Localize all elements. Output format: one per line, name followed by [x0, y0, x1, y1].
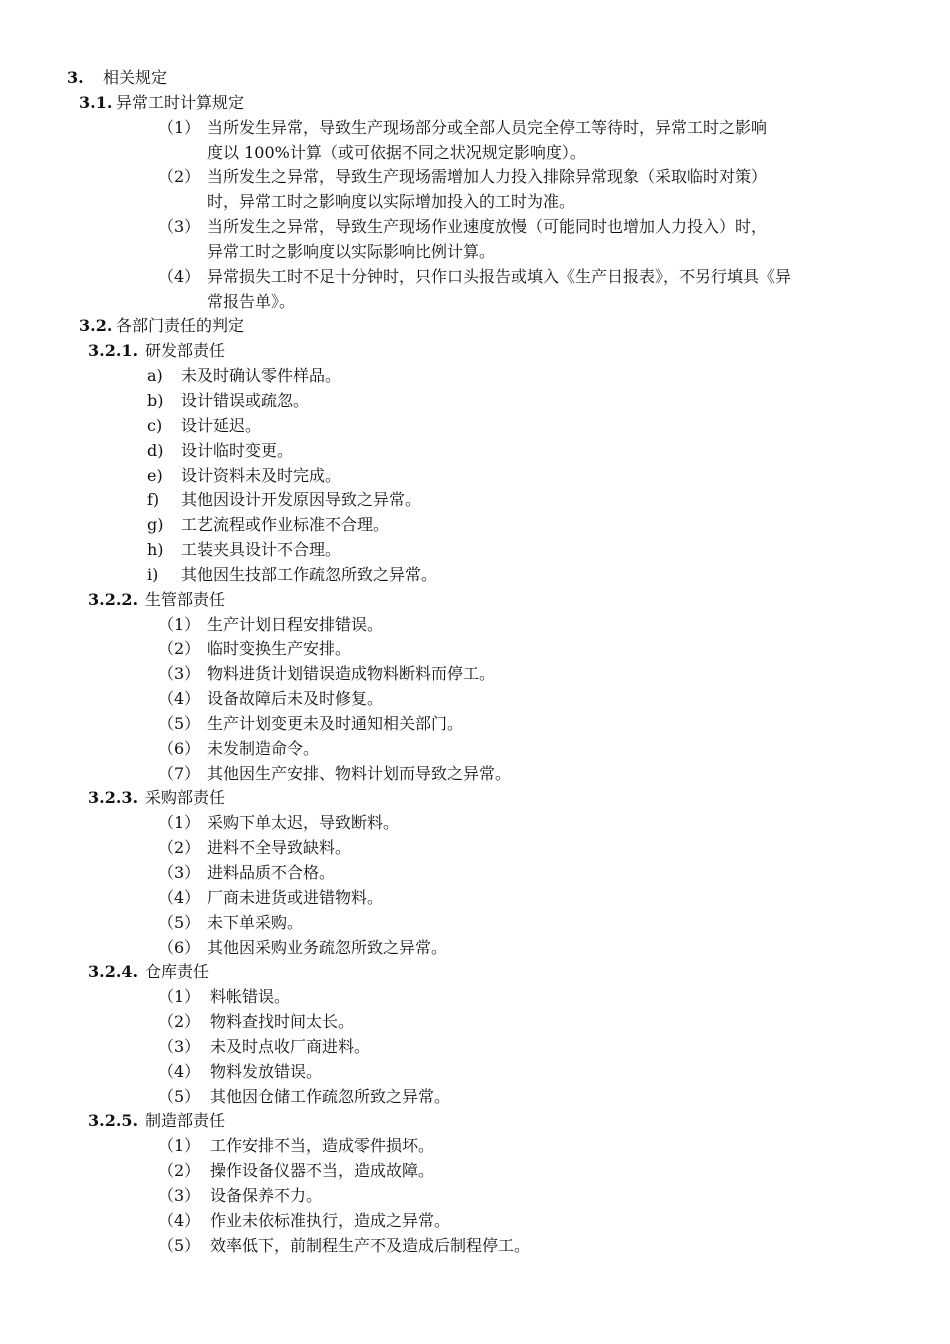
item-text: 未及时点收厂商进料。 — [210, 1036, 371, 1056]
item-marker: （4） — [158, 1210, 201, 1230]
subsection-heading — [0, 314, 950, 339]
item-text: 其他因仓储工作疏忽所致之异常。 — [210, 1086, 451, 1106]
item-marker: （3） — [158, 664, 201, 684]
item-text: 当所发生之异常，导致生产现场需增加人力投入排除异常现象（采取临时对策） — [207, 167, 768, 187]
item-text: 设计资料未及时完成。 — [181, 465, 342, 485]
list-item — [0, 861, 950, 886]
item-text: 异常工时之影响度以实际影响比例计算。 — [207, 241, 496, 261]
item-marker: （2） — [158, 1161, 201, 1181]
item-marker: （6） — [158, 937, 201, 957]
list-item-continuation — [0, 141, 950, 166]
item-text: 其他因设计开发原因导致之异常。 — [181, 490, 422, 510]
list-item — [0, 762, 950, 787]
section-title: 相关规定 — [103, 68, 168, 87]
item-marker: （5） — [158, 912, 201, 932]
item-marker: e) — [147, 465, 163, 485]
item-marker: （3） — [158, 1036, 201, 1056]
item-text: 设计错误或疏忽。 — [181, 390, 310, 410]
list-item — [0, 985, 950, 1010]
list-item-continuation — [0, 240, 950, 265]
item-marker: （1） — [158, 614, 201, 634]
item-text: 工装夹具设计不合理。 — [181, 540, 342, 560]
item-text: 其他因生产安排、物料计划而导致之异常。 — [207, 763, 512, 783]
list-item — [0, 1085, 950, 1110]
clause-title: 采购部责任 — [145, 788, 226, 808]
item-text: 料帐错误。 — [210, 987, 291, 1007]
item-marker: h) — [147, 540, 164, 560]
item-text: 当所发生异常，导致生产现场部分或全部人员完全停工等待时，异常工时之影响 — [207, 117, 768, 137]
item-marker: （4） — [158, 1061, 201, 1081]
item-marker: d) — [147, 440, 164, 460]
list-item — [0, 414, 950, 439]
item-marker: （6） — [158, 738, 201, 758]
list-item — [0, 1060, 950, 1085]
clause-heading — [0, 1109, 950, 1134]
clause-number: 3.2.3. — [88, 788, 139, 808]
list-item — [0, 687, 950, 712]
item-marker: （2） — [158, 639, 201, 659]
list-item — [0, 613, 950, 638]
list-item — [0, 165, 950, 190]
item-marker: f) — [147, 490, 160, 510]
list-item — [0, 1184, 950, 1209]
item-marker: c) — [147, 415, 163, 435]
item-marker: （3） — [158, 217, 201, 237]
list-item — [0, 936, 950, 961]
item-marker: g) — [147, 515, 164, 535]
item-text: 操作设备仪器不当，造成故障。 — [210, 1161, 435, 1181]
item-marker: （1） — [158, 117, 201, 137]
clause-heading — [0, 960, 950, 985]
item-text: 物料进货计划错误造成物料断料而停工。 — [207, 664, 496, 684]
list-item — [0, 439, 950, 464]
item-marker: （2） — [158, 167, 201, 187]
item-marker: （7） — [158, 763, 201, 783]
clause-number: 3.2.2. — [88, 589, 139, 609]
list-item — [0, 637, 950, 662]
item-text: 物料查找时间太长。 — [210, 1012, 355, 1032]
item-text: 度以 100%计算（或可依据不同之状况规定影响度）。 — [207, 142, 586, 162]
item-marker: （4） — [158, 266, 201, 286]
item-text: 时，异常工时之影响度以实际增加投入的工时为准。 — [207, 192, 576, 212]
list-item — [0, 538, 950, 563]
list-item — [0, 1010, 950, 1035]
item-text: 临时变换生产安排。 — [207, 639, 352, 659]
item-text: 未及时确认零件样品。 — [181, 366, 342, 386]
list-item — [0, 836, 950, 861]
section-number: 3. — [67, 68, 84, 87]
item-text: 物料发放错误。 — [210, 1061, 323, 1081]
clause-heading — [0, 588, 950, 613]
item-marker: i) — [147, 564, 159, 584]
item-marker: （5） — [158, 713, 201, 733]
list-item — [0, 1134, 950, 1159]
document-body — [0, 66, 950, 1259]
item-marker: （4） — [158, 887, 201, 907]
item-marker: b) — [147, 390, 164, 410]
list-item — [0, 1035, 950, 1060]
clause-title: 生管部责任 — [145, 589, 226, 609]
list-item — [0, 1159, 950, 1184]
list-item — [0, 737, 950, 762]
list-item-continuation — [0, 190, 950, 215]
item-marker: （5） — [158, 1235, 201, 1255]
clause-number: 3.2.1. — [88, 341, 139, 361]
list-item — [0, 488, 950, 513]
subsection-number: 3.1. — [79, 92, 113, 112]
item-marker: （3） — [158, 1185, 201, 1205]
item-marker: （1） — [158, 987, 201, 1007]
list-item — [0, 116, 950, 141]
list-item — [0, 513, 950, 538]
clause-heading — [0, 339, 950, 364]
item-text: 异常损失工时不足十分钟时，只作口头报告或填入《生产日报表》，不另行填具《异 — [207, 266, 792, 286]
subsection-heading — [0, 91, 950, 116]
clause-title: 研发部责任 — [145, 341, 226, 361]
list-item — [0, 911, 950, 936]
item-text: 设计临时变更。 — [181, 440, 294, 460]
list-item-continuation — [0, 290, 950, 315]
list-item — [0, 662, 950, 687]
item-text: 进料品质不合格。 — [207, 863, 336, 882]
item-text: 生产计划日程安排错误。 — [207, 614, 384, 634]
item-marker: （4） — [158, 689, 201, 709]
item-text: 未下单采购。 — [207, 912, 304, 932]
item-text: 其他因采购业务疏忽所致之异常。 — [207, 937, 448, 957]
item-text: 其他因生技部工作疏忽所致之异常。 — [181, 564, 438, 584]
item-text: 未发制造命令。 — [207, 738, 320, 758]
list-item — [0, 464, 950, 489]
item-text: 工作安排不当，造成零件损坏。 — [210, 1136, 435, 1156]
subsection-title: 异常工时计算规定 — [116, 92, 245, 112]
item-text: 厂商未进货或进错物料。 — [207, 887, 384, 907]
item-marker: （3） — [158, 863, 201, 882]
item-text: 设计延迟。 — [181, 415, 262, 435]
item-marker: （1） — [158, 813, 201, 833]
list-item — [0, 265, 950, 290]
list-item — [0, 1209, 950, 1234]
list-item — [0, 886, 950, 911]
item-text: 效率低下，前制程生产不及造成后制程停工。 — [210, 1235, 531, 1255]
list-item — [0, 811, 950, 836]
list-item — [0, 712, 950, 737]
item-marker: （1） — [158, 1136, 201, 1156]
item-text: 作业未依标准执行，造成之异常。 — [210, 1210, 451, 1230]
subsection-title: 各部门责任的判定 — [116, 316, 245, 336]
subsection-number: 3.2. — [79, 316, 113, 336]
item-marker: （2） — [158, 838, 201, 858]
item-text: 设备故障后未及时修复。 — [207, 689, 384, 709]
list-item — [0, 364, 950, 389]
list-item — [0, 389, 950, 414]
clause-title: 仓库责任 — [145, 962, 210, 982]
clause-heading — [0, 786, 950, 811]
list-item — [0, 1234, 950, 1259]
item-text: 进料不全导致缺料。 — [207, 838, 352, 858]
section-heading — [0, 66, 950, 91]
item-text: 常报告单》。 — [207, 291, 296, 311]
item-text: 工艺流程或作业标准不合理。 — [181, 515, 390, 535]
item-text: 采购下单太迟，导致断料。 — [207, 813, 400, 833]
list-item — [0, 563, 950, 588]
clause-number: 3.2.5. — [88, 1111, 139, 1131]
item-marker: （2） — [158, 1012, 201, 1032]
item-text: 生产计划变更未及时通知相关部门。 — [207, 713, 464, 733]
clause-title: 制造部责任 — [145, 1111, 226, 1131]
item-text: 当所发生之异常，导致生产现场作业速度放慢（可能同时也增加人力投入）时， — [207, 217, 768, 237]
item-marker: a) — [147, 366, 163, 386]
item-text: 设备保养不力。 — [210, 1185, 323, 1205]
item-marker: （5） — [158, 1086, 201, 1106]
clause-number: 3.2.4. — [88, 962, 139, 982]
list-item — [0, 215, 950, 240]
